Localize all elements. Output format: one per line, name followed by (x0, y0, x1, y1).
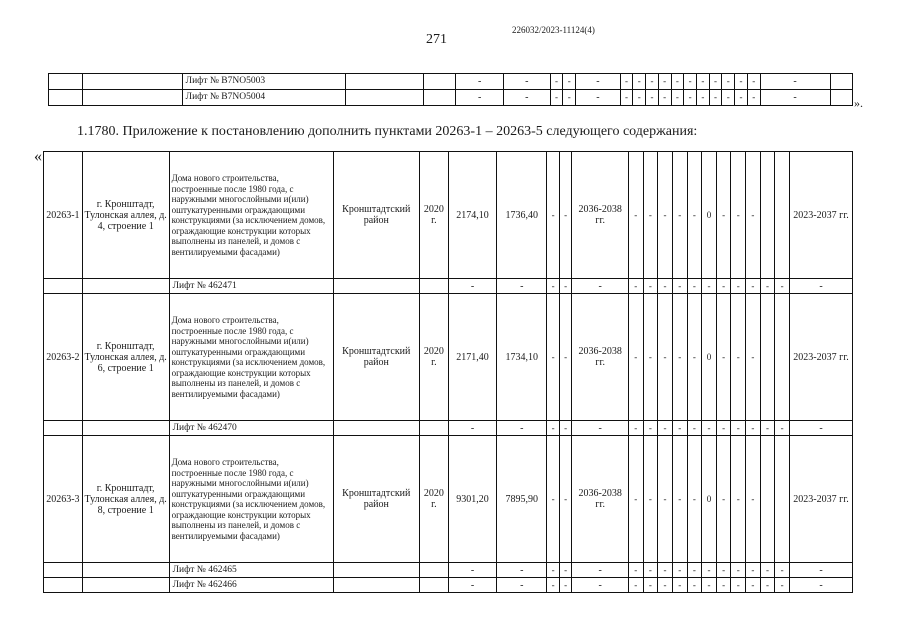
lift-label: Лифт № 462465 (169, 563, 333, 578)
empty-cell (419, 279, 448, 294)
lift-work-value: - (671, 90, 684, 106)
empty-cell (424, 74, 456, 90)
empty-cell (82, 74, 182, 90)
empty-cell (775, 436, 790, 563)
lift-work-value: - (775, 279, 790, 294)
lift-value: - (448, 279, 496, 294)
lift-work-value: - (672, 421, 687, 436)
house-value: - (547, 294, 560, 421)
lift-value: - (563, 90, 576, 106)
empty-cell (44, 578, 83, 593)
house-work-value: - (658, 152, 673, 279)
house-year: 2020 г. (419, 152, 448, 279)
house-work-value: 0 (702, 436, 717, 563)
lift-value: - (547, 279, 560, 294)
lift-work-value: - (731, 578, 746, 593)
lift-value: - (563, 74, 576, 90)
house-value: - (547, 436, 560, 563)
house-work-value: - (672, 436, 687, 563)
house-area-total: 2174,10 (448, 152, 496, 279)
lift-row (49, 90, 853, 106)
lift-work-value: - (775, 578, 790, 593)
house-work-value: - (672, 294, 687, 421)
lift-value: - (448, 421, 496, 436)
lift-term: - (760, 74, 830, 90)
lift-term: - (790, 279, 853, 294)
house-number: 20263-2 (44, 294, 83, 421)
house-work-value: - (628, 152, 643, 279)
lift-work-value: - (746, 421, 761, 436)
house-work-value: - (658, 436, 673, 563)
lift-work-value: - (687, 421, 702, 436)
empty-cell (419, 578, 448, 593)
closing-quote: ». (854, 96, 863, 110)
house-work-value: - (628, 436, 643, 563)
lift-label: Лифт № 462471 (169, 279, 333, 294)
house-address: г. Кронштадт, Тулонская аллея, д. 4, строение 1 (82, 152, 169, 279)
house-work-value: - (731, 436, 746, 563)
house-work-value: - (731, 294, 746, 421)
house-period: 2036-2038 гг. (572, 436, 629, 563)
house-year: 2020 г. (419, 436, 448, 563)
house-work-value: 0 (702, 294, 717, 421)
lift-work-value: - (687, 563, 702, 578)
lift-work-value: - (760, 421, 775, 436)
lift-work-value: - (658, 421, 673, 436)
house-district: Кронштадтский район (333, 152, 419, 279)
lift-value: - (572, 563, 629, 578)
house-number: 20263-3 (44, 436, 83, 563)
empty-cell (44, 279, 83, 294)
lift-value: - (572, 421, 629, 436)
lift-label: Лифт № B7NO5004 (182, 90, 345, 106)
empty-cell (345, 74, 423, 90)
lift-work-value: - (735, 74, 748, 90)
lift-work-value: - (746, 279, 761, 294)
house-area-living: 1734,10 (497, 294, 547, 421)
lift-work-value: - (620, 90, 633, 106)
lift-work-value: - (760, 279, 775, 294)
lift-work-value: - (702, 578, 717, 593)
lift-value: - (559, 421, 572, 436)
house-area-living: 1736,40 (497, 152, 547, 279)
house-value: - (559, 436, 572, 563)
lift-value: - (572, 578, 629, 593)
lift-work-value: - (643, 578, 658, 593)
lift-work-value: - (672, 578, 687, 593)
lift-work-value: - (684, 90, 697, 106)
house-work-value: - (716, 436, 731, 563)
lift-value: - (448, 578, 496, 593)
lift-work-value: - (731, 279, 746, 294)
house-work-value: - (658, 294, 673, 421)
lift-work-value: - (672, 279, 687, 294)
lift-work-value: - (671, 74, 684, 90)
empty-cell (424, 90, 456, 106)
lift-value: - (497, 578, 547, 593)
lift-work-value: - (747, 74, 760, 90)
lift-work-value: - (687, 578, 702, 593)
house-period: 2036-2038 гг. (572, 294, 629, 421)
lift-work-value: - (709, 90, 722, 106)
top-table (48, 73, 853, 106)
document-code: 226032/2023-11124(4) (512, 25, 595, 35)
house-work-value: - (731, 152, 746, 279)
lift-work-value: - (628, 563, 643, 578)
house-term: 2023-2037 гг. (790, 294, 853, 421)
lift-work-value: - (746, 578, 761, 593)
lift-work-value: - (702, 421, 717, 436)
empty-cell (419, 421, 448, 436)
lift-value: - (497, 563, 547, 578)
page-number: 271 (426, 32, 447, 47)
empty-cell (82, 421, 169, 436)
house-period: 2036-2038 гг. (572, 152, 629, 279)
lift-work-value: - (658, 74, 671, 90)
lift-value: - (456, 74, 504, 90)
empty-cell (333, 421, 419, 436)
empty-cell (44, 421, 83, 436)
lift-value: - (559, 563, 572, 578)
lift-value: - (576, 90, 621, 106)
lift-value: - (550, 90, 563, 106)
lift-value: - (559, 279, 572, 294)
lift-work-value: - (702, 279, 717, 294)
lift-work-value: - (760, 578, 775, 593)
house-work-value: - (716, 294, 731, 421)
empty-cell (760, 294, 775, 421)
house-term: 2023-2037 гг. (790, 436, 853, 563)
lift-work-value: - (716, 279, 731, 294)
house-year: 2020 г. (419, 294, 448, 421)
house-district: Кронштадтский район (333, 436, 419, 563)
lift-label: Лифт № B7NO5003 (182, 74, 345, 90)
lift-work-value: - (731, 421, 746, 436)
lift-work-value: - (658, 279, 673, 294)
lift-row (49, 74, 853, 90)
lift-work-value: - (628, 279, 643, 294)
lift-work-value: - (687, 279, 702, 294)
lift-work-value: - (775, 563, 790, 578)
house-work-value: - (746, 294, 761, 421)
lift-work-value: - (646, 90, 659, 106)
lift-value: - (547, 578, 560, 593)
house-value: - (559, 294, 572, 421)
lift-work-value: - (646, 74, 659, 90)
empty-cell (82, 563, 169, 578)
house-work-value: - (687, 152, 702, 279)
lift-row (44, 563, 853, 578)
house-row (44, 294, 853, 421)
lift-work-value: - (747, 90, 760, 106)
empty-cell (44, 563, 83, 578)
empty-cell (333, 279, 419, 294)
lift-work-value: - (722, 74, 735, 90)
empty-cell (775, 152, 790, 279)
intro-paragraph: 1.1780. Приложение к постановлению дополнить пунктами 20263-1 – 20263-5 следующего содержания: (77, 124, 698, 139)
empty-cell (82, 279, 169, 294)
lift-value: - (550, 74, 563, 90)
house-description: Дома нового строительства, построенные после 1980 года, с наружными многослойными и(или) оштукатуренными ограждающими конструкциями (за исключением домов, ограждающие конструкции которых выполнены из панелей, и домов с вентилируемыми фасадами) (169, 294, 333, 421)
lift-work-value: - (696, 90, 709, 106)
empty-cell (333, 578, 419, 593)
house-work-value: - (687, 294, 702, 421)
lift-value: - (456, 90, 504, 106)
empty-cell (333, 563, 419, 578)
house-work-value: - (746, 152, 761, 279)
lift-work-value: - (731, 563, 746, 578)
house-work-value: 0 (702, 152, 717, 279)
house-work-value: - (672, 152, 687, 279)
empty-cell (830, 90, 852, 106)
house-area-living: 7895,90 (497, 436, 547, 563)
house-term: 2023-2037 гг. (790, 152, 853, 279)
empty-cell (49, 74, 83, 90)
empty-cell (760, 436, 775, 563)
empty-cell (49, 90, 83, 106)
house-work-value: - (687, 436, 702, 563)
lift-value: - (504, 74, 551, 90)
lift-work-value: - (658, 90, 671, 106)
opening-quote: « (34, 148, 42, 165)
house-description: Дома нового строительства, построенные после 1980 года, с наружными многослойными и(или) оштукатуренными ограждающими конструкциями (за исключением домов, ограждающие конструкции которых выполнены из панелей, и домов с вентилируемыми фасадами) (169, 152, 333, 279)
lift-label: Лифт № 462470 (169, 421, 333, 436)
lift-work-value: - (672, 563, 687, 578)
lift-work-value: - (702, 563, 717, 578)
main-table (43, 151, 853, 593)
lift-row (44, 279, 853, 294)
lift-work-value: - (716, 578, 731, 593)
lift-work-value: - (633, 74, 646, 90)
lift-value: - (448, 563, 496, 578)
lift-value: - (547, 421, 560, 436)
house-description: Дома нового строительства, построенные после 1980 года, с наружными многослойными и(или) оштукатуренными ограждающими конструкциями (за исключением домов, ограждающие конструкции которых выполнены из панелей, и домов с вентилируемыми фасадами) (169, 436, 333, 563)
empty-cell (830, 74, 852, 90)
lift-work-value: - (716, 563, 731, 578)
house-address: г. Кронштадт, Тулонская аллея, д. 8, строение 1 (82, 436, 169, 563)
lift-work-value: - (643, 421, 658, 436)
empty-cell (760, 152, 775, 279)
house-work-value: - (643, 294, 658, 421)
lift-row (44, 421, 853, 436)
empty-cell (775, 294, 790, 421)
lift-work-value: - (658, 578, 673, 593)
lift-work-value: - (643, 563, 658, 578)
house-row (44, 152, 853, 279)
lift-work-value: - (709, 74, 722, 90)
house-work-value: - (716, 152, 731, 279)
lift-term: - (790, 421, 853, 436)
lift-term: - (790, 563, 853, 578)
lift-value: - (576, 74, 621, 90)
house-work-value: - (643, 152, 658, 279)
lift-value: - (497, 279, 547, 294)
house-district: Кронштадтский район (333, 294, 419, 421)
lift-work-value: - (633, 90, 646, 106)
lift-row (44, 578, 853, 593)
house-area-total: 2171,40 (448, 294, 496, 421)
lift-term: - (790, 578, 853, 593)
lift-work-value: - (628, 421, 643, 436)
lift-value: - (504, 90, 551, 106)
house-number: 20263-1 (44, 152, 83, 279)
lift-work-value: - (716, 421, 731, 436)
lift-work-value: - (658, 563, 673, 578)
lift-work-value: - (696, 74, 709, 90)
lift-value: - (572, 279, 629, 294)
lift-work-value: - (684, 74, 697, 90)
lift-work-value: - (643, 279, 658, 294)
empty-cell (345, 90, 423, 106)
house-work-value: - (746, 436, 761, 563)
lift-work-value: - (760, 563, 775, 578)
house-value: - (559, 152, 572, 279)
lift-work-value: - (746, 563, 761, 578)
house-row (44, 436, 853, 563)
lift-work-value: - (775, 421, 790, 436)
lift-value: - (547, 563, 560, 578)
lift-term: - (760, 90, 830, 106)
lift-value: - (559, 578, 572, 593)
lift-work-value: - (722, 90, 735, 106)
house-area-total: 9301,20 (448, 436, 496, 563)
house-address: г. Кронштадт, Тулонская аллея, д. 6, строение 1 (82, 294, 169, 421)
house-work-value: - (628, 294, 643, 421)
lift-label: Лифт № 462466 (169, 578, 333, 593)
empty-cell (82, 90, 182, 106)
lift-work-value: - (735, 90, 748, 106)
empty-cell (82, 578, 169, 593)
lift-work-value: - (628, 578, 643, 593)
lift-value: - (497, 421, 547, 436)
house-value: - (547, 152, 560, 279)
house-work-value: - (643, 436, 658, 563)
empty-cell (419, 563, 448, 578)
lift-work-value: - (620, 74, 633, 90)
